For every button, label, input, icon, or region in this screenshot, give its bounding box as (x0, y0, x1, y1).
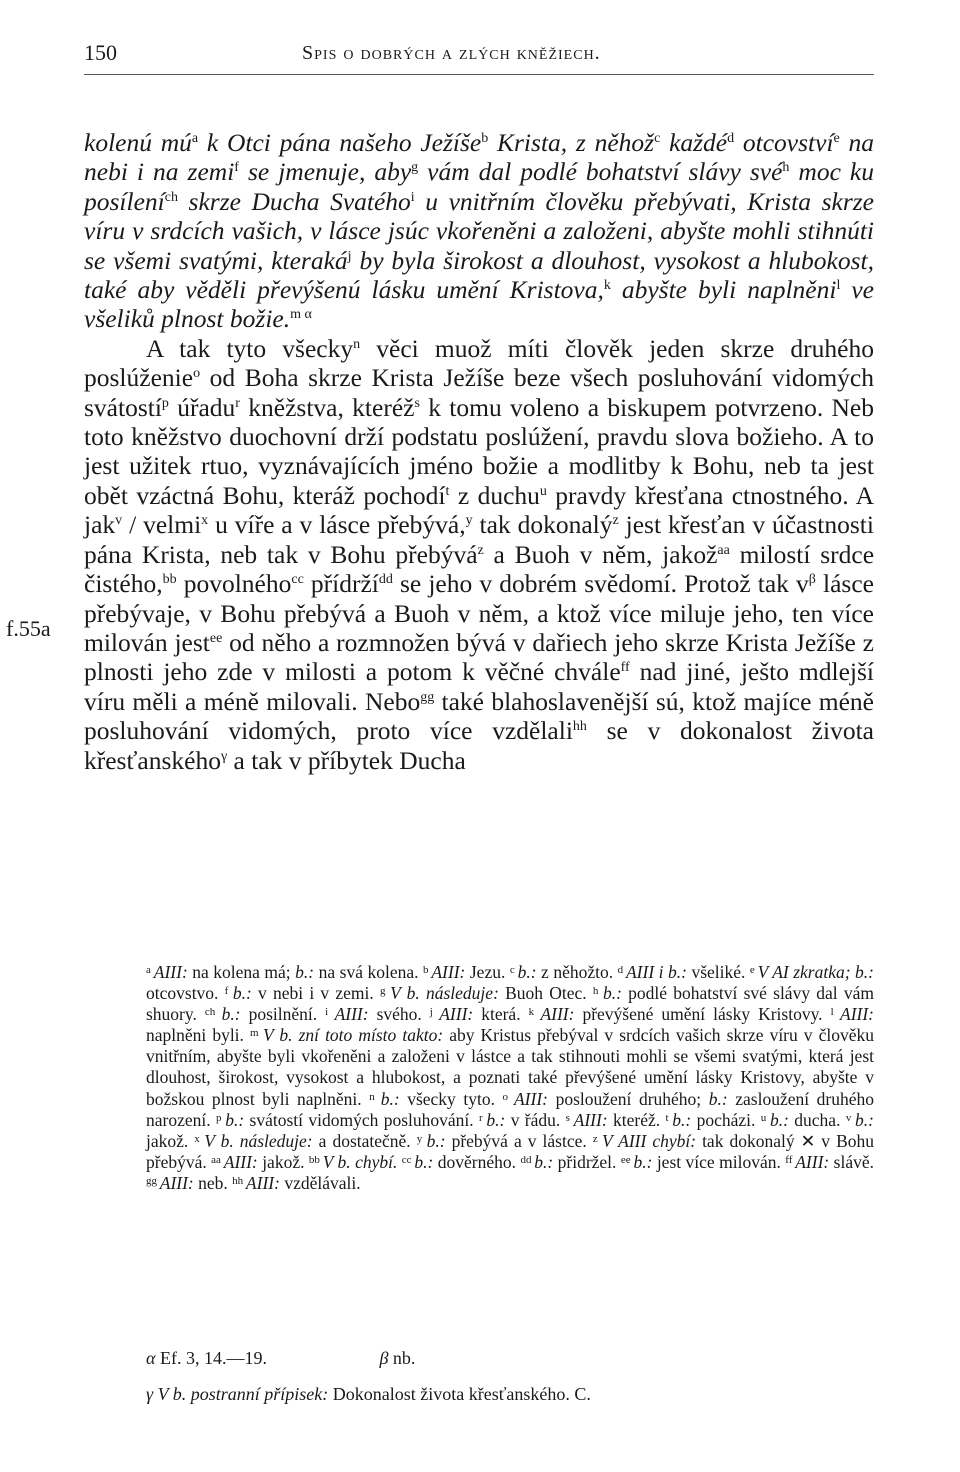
footnote-text: slávě. (829, 1151, 875, 1172)
footnote (520, 1152, 620, 1172)
footnote-source: V b. zní toto místo takto: (262, 1025, 444, 1046)
text-run: tak dokonalý (472, 510, 613, 540)
footnote-marker: z (612, 513, 619, 529)
footnote (785, 1152, 874, 1172)
beta-marker: β (379, 1348, 389, 1368)
footnote-marker: z (477, 542, 484, 558)
footnote-marker: β (808, 572, 816, 588)
footnote-marker: γ (220, 748, 228, 764)
footnote-source: AIII: (513, 1088, 548, 1109)
text-run: se v dokonalost života křesťanského (84, 716, 874, 775)
footnote-letter: a (146, 964, 154, 976)
footnote-text: přebývá a v lástce. (445, 1130, 593, 1151)
footnote-marker: dd (378, 572, 393, 588)
footnote-source: AIII: (334, 1004, 369, 1025)
footnote-marker: gg (420, 689, 435, 705)
footnote-text: neb. (193, 1172, 233, 1193)
footnote-letter: g (379, 985, 391, 998)
footnote-text: jakož. (146, 1130, 195, 1151)
footnote-text: zasloužení druhého narození. (146, 1088, 875, 1130)
footnote (618, 962, 750, 982)
footnote-source: V AI zkratka; b.: (757, 962, 875, 982)
footnote-letter: v (845, 1111, 856, 1124)
footnote-letter: o (502, 1090, 514, 1103)
text-run: Krista, z něhož (488, 128, 655, 157)
footnote (205, 1004, 325, 1024)
footnote-text: a dostatečně. (312, 1130, 417, 1151)
footnote (194, 1131, 416, 1151)
footnote-marker: s (414, 395, 420, 411)
footnote-letter: ff (785, 1153, 796, 1166)
footnote (225, 983, 380, 1003)
text-run: také blahoslavenější sú, ktož majíce méně posluhování vidomých, proto více vzdělali (84, 686, 874, 746)
footnote-letter: s (565, 1111, 574, 1124)
text-run: kolenú mú (84, 128, 192, 157)
footnote-source: AIII: (540, 1004, 575, 1025)
footnote-source: b.: (534, 1151, 554, 1172)
gamma-marker: γ (146, 1384, 154, 1404)
footnote-marker: bb (162, 572, 177, 588)
footnote-text: ducha. (788, 1109, 846, 1130)
footnote-text: která. (473, 1004, 529, 1025)
footnote-source: b.: (414, 1151, 434, 1172)
footnote-text: na svá kolena. (314, 962, 423, 982)
footnote-marker: aa (717, 542, 730, 558)
footnote (510, 962, 618, 982)
text-run: jest křesťan v účastnosti pána Krista, neb tak v Bohu přebývá (84, 510, 874, 569)
footnotes (84, 962, 874, 1194)
footnote (761, 1110, 846, 1130)
footnote-source: AIII: (840, 1004, 875, 1025)
footnote-letter: cc (401, 1153, 415, 1166)
text-run: z duchu (449, 480, 540, 510)
footnote-text: všecky tyto. (399, 1088, 503, 1109)
text-run: / velmi (122, 510, 202, 540)
footnote-letter: y (416, 1132, 427, 1145)
footnote (232, 1173, 360, 1193)
footnote-letter: l (830, 1006, 840, 1019)
text-run: ve všeliků plnost božie. (84, 275, 874, 334)
footnote-marker: n (353, 336, 361, 352)
beta-reference: nb. (392, 1348, 416, 1368)
page-number: 150 (84, 40, 117, 65)
footnote (666, 1110, 761, 1130)
footnote-source: AIII: (153, 962, 188, 982)
footnote-text: otcovstvo. (146, 983, 225, 1004)
footnote-source: b.: (708, 1088, 728, 1109)
footnote-letter: d (617, 964, 626, 976)
footnote-marker: p (161, 395, 169, 411)
footnote-marker: r (235, 395, 240, 411)
footnote-text: vzdělávali. (279, 1172, 361, 1193)
text-run: vám dal podlé bohatství slávy své (418, 157, 783, 187)
footnote-text: Jezu. (465, 962, 510, 982)
footnote-source: AIII: (431, 962, 466, 982)
footnote-text: jest více milován. (652, 1151, 786, 1172)
text-run: a Buoh v něm, jakož (483, 539, 718, 569)
footnote-source: b.: (602, 983, 622, 1004)
footnote (402, 1152, 521, 1172)
text-run: a tak v příbytek Ducha (227, 745, 466, 775)
footnote-marker: f (234, 160, 239, 176)
footnote-letter: p (215, 1111, 226, 1124)
footnote-letter: e (749, 964, 758, 976)
footnote-marker: o (193, 366, 201, 382)
text-run: abyšte byli naplněni (610, 275, 837, 305)
footnote (325, 1004, 430, 1024)
footnote-source: b.: (232, 983, 252, 1004)
footnote-source: AIII: (439, 1004, 474, 1025)
footnote-text: posilnění. (240, 1004, 326, 1025)
body-paragraph (84, 334, 874, 775)
text-run: kněžstva, kteréž (239, 392, 415, 422)
footnote-source: b.: (633, 1151, 653, 1172)
footnote-letter: m (249, 1027, 263, 1040)
footnote-marker: x (201, 513, 209, 529)
footnote-text: posloužení druhého; (548, 1088, 709, 1109)
footnote-source: b.: (855, 1109, 874, 1130)
page-header (84, 40, 874, 75)
footnote-text: v řádu. (505, 1109, 566, 1130)
text-run: povolného (176, 569, 292, 599)
footnote-text: v nebi i v zemi. (251, 983, 380, 1004)
footnote (216, 1110, 479, 1130)
footnote (309, 1152, 402, 1172)
text-run: moc ku posílení (84, 157, 875, 216)
footnote (479, 1110, 566, 1130)
footnote-letter: dd (520, 1153, 535, 1166)
footnote-source: V AIII chybí: (602, 1130, 697, 1151)
footnote (380, 983, 593, 1003)
footnote-letter: f (224, 985, 233, 998)
footnote-letter: gg (146, 1174, 160, 1187)
footnote (369, 1089, 502, 1109)
text-run: od Boha skrze Krista Ježíše beze všech posluhování vidomých svátostí (84, 363, 874, 422)
footnote-text: přidržel. (553, 1151, 621, 1172)
text-run: skrze Ducha Svatého (177, 186, 411, 216)
footnote-text: na kolena má; (187, 962, 296, 982)
footnote-marker: cc (291, 572, 304, 588)
text-run: věci muož míti člověk jeden skrze druhého poslúženie (84, 333, 874, 393)
footnote-source: AIII: (245, 1172, 280, 1193)
footnote-source: b.: (672, 1109, 692, 1130)
footnote-marker: a (191, 131, 199, 146)
footnote-letter: x (194, 1132, 205, 1145)
footnote-letter: n (369, 1090, 381, 1103)
footnote-letter: aa (211, 1153, 224, 1166)
footnote-letter: j (429, 1006, 440, 1019)
footnote (430, 1004, 529, 1024)
footnote-marker: ff (620, 660, 630, 676)
footnote-text: převýšené umění lásky Kristovy. (574, 1004, 831, 1025)
footnote-source: b.: (769, 1109, 789, 1130)
footnote (211, 1152, 309, 1172)
footnote-letter: ch (204, 1006, 222, 1019)
footnote-marker: k (603, 278, 611, 294)
folio-margin-note: f.55a (6, 616, 51, 641)
main-text (84, 128, 874, 775)
footnote-marker: m α (290, 307, 312, 323)
footnote-marker: h (782, 160, 790, 176)
footnote-marker: j (347, 248, 352, 264)
footnote-marker: b (481, 131, 489, 146)
footnote-source: AIII: (573, 1109, 608, 1130)
footnote-source: V b. následuje: (390, 983, 499, 1004)
footnote-letter: u (760, 1111, 770, 1124)
footnote-letter: z (592, 1132, 603, 1145)
gamma-source-note: V b. postranní přípisek: (157, 1384, 329, 1404)
footnote-text: pocházi. (691, 1109, 761, 1130)
footnote-text: naplněni byli. (146, 1025, 250, 1046)
text-run: u vnitřním člověku přebývati, Krista skrze víru v srdcích vašich, v lásce jsúc vkořeněni a založeni, abyšte mohli stihnúti se všemi svatými, kteraká (84, 186, 874, 275)
footnote-letter: bb (308, 1153, 323, 1166)
footnote-text: z něhožto. (536, 962, 618, 982)
reference-line (146, 1376, 886, 1412)
footnote-source: AIII i b.: (625, 962, 687, 982)
text-run: úřadu (168, 392, 236, 422)
footnote-letter: i (325, 1006, 335, 1019)
text-run: otcovství (734, 128, 834, 157)
footnote-text: kteréž. (607, 1109, 666, 1130)
footnote (146, 1173, 232, 1193)
footnote (423, 962, 510, 982)
text-run: se jmenuje, aby (238, 157, 412, 187)
footnote-source: b.: (517, 962, 537, 982)
footnote-marker: e (833, 131, 840, 146)
footnote-marker: ee (209, 630, 223, 646)
footnote-marker: y (465, 513, 473, 529)
footnote-letter: h (592, 985, 603, 998)
footnote-letter: k (528, 1006, 541, 1019)
footnote-marker: d (727, 131, 735, 146)
footnote-source: V b. chybí. (322, 1151, 398, 1172)
footnote-marker: u (539, 483, 547, 499)
footnote-marker: ch (164, 189, 178, 205)
footnote-source: b.: (225, 1109, 245, 1130)
footnote-text: svého. (368, 1004, 430, 1025)
text-run: A tak tyto všecky (146, 333, 354, 363)
footnote-text: všeliké. (686, 962, 750, 982)
footnote-source: AIII: (223, 1151, 258, 1172)
footnote-marker: v (115, 513, 123, 529)
footnote (529, 1004, 831, 1024)
footnote-source: b.: (221, 1004, 241, 1025)
footnote-text: Buoh Otec. (498, 983, 593, 1004)
text-run: by byla širokost a dlouhost, vysokost a hlubokost, také aby věděli převýšenú lásku umění Kristova, (84, 245, 874, 305)
gamma-reference: Dokonalost života křesťanského. C. (332, 1384, 591, 1404)
references (146, 1340, 886, 1412)
footnote-text: jakož. (257, 1151, 309, 1172)
text-run: na nebi i na zemi (84, 128, 875, 187)
footnote-marker: hh (572, 719, 587, 735)
footnote-letter: r (478, 1111, 487, 1124)
footnote (146, 962, 295, 982)
footnote-text: podlé bohatství své slávy dal vám shuory. (146, 983, 874, 1025)
footnote-source: AIII: (159, 1172, 194, 1193)
footnote-marker: t (445, 483, 450, 499)
alpha-marker: α (146, 1348, 156, 1368)
footnote-marker: c (654, 131, 661, 146)
footnote-letter: b (422, 964, 432, 976)
running-title: Spis o dobrých a zlých kněžiech. (302, 42, 601, 64)
text-run: milostí srdce čistého, (84, 539, 875, 599)
footnote-letter: c (509, 964, 518, 976)
text-run: přídrží (303, 569, 379, 599)
footnote-marker: i (410, 189, 415, 205)
text-run: k Otci pána našeho Ježíše (198, 128, 482, 157)
footnote-letter: t (665, 1111, 673, 1124)
text-run: nad jiné, ješto mdlejší víru měli a méně milovali. Nebo (84, 657, 874, 716)
text-run: každé (660, 128, 728, 157)
reference-line (146, 1340, 886, 1376)
footnote (566, 1110, 666, 1130)
footnote-source: b.: (426, 1130, 446, 1151)
footnote-marker: g (411, 160, 419, 176)
text-run: od něho a rozmnožen bývá v dařiech jeho skrze Krista Ježíše z plnosti jeho zde v milosti a potom k věčné chvále (84, 627, 874, 687)
text-run: lásce přebývaje, v Bohu přebývá a Buoh v něm, a ktož více miluje jeho, ten více milován jest (84, 569, 874, 657)
text-run: se jeho v dobrém svědomí. Protož tak v (392, 569, 809, 599)
footnote-text: dověrného. (433, 1151, 521, 1172)
text-run: u víře a v lásce přebývá, (208, 510, 466, 540)
text-run: pravdy křesťana ctnostného. A jak (84, 480, 875, 540)
footnote (503, 1089, 709, 1109)
footnote-block (84, 962, 874, 1194)
footnote-source: V b. následuje: (204, 1130, 313, 1151)
footnote-source: b.: (295, 962, 315, 982)
alpha-reference: Ef. 3, 14.—19. (159, 1348, 267, 1368)
footnote (295, 962, 423, 982)
footnote-text: tak dokonalý ✕ v Bohu přebývá. (146, 1130, 874, 1172)
footnote-marker: l (836, 278, 841, 294)
footnote-letter: hh (232, 1174, 246, 1187)
italic-paragraph (84, 128, 874, 334)
footnote-letter: ee (620, 1153, 634, 1166)
footnote (417, 1131, 593, 1151)
footnote-text: aby Kristus přebýval v srdcích vašich skrze víru v člověku vnitřním, abyšte byli vkořeněni a založeni v lástce a tak stihnouti mohli se všemi svatými, která jest dlouhost, širokost, vysokost a hlubokost, a poznati také převýšené umění lásky Kristovy, abyšte v božskou plnost byli naplněni. (146, 1025, 875, 1109)
footnote (621, 1152, 785, 1172)
footnote-text: svátostí vidomých posluhování. (244, 1109, 479, 1130)
footnote-source: AIII: (795, 1151, 830, 1172)
text-run: k tomu voleno a biskupem potvrzeno. Neb toto kněžstvo duochovní drží podstatu poslúžení, pravdu slova božieho. A to jest užitek rtuo, vyznávajících jméno božie a modlitby k Bohu, neb ta jest obět vzáctná Bohu, kteráž pochodí (84, 392, 874, 510)
footnote-source: b.: (486, 1109, 506, 1130)
footnote-source: b.: (380, 1088, 400, 1109)
